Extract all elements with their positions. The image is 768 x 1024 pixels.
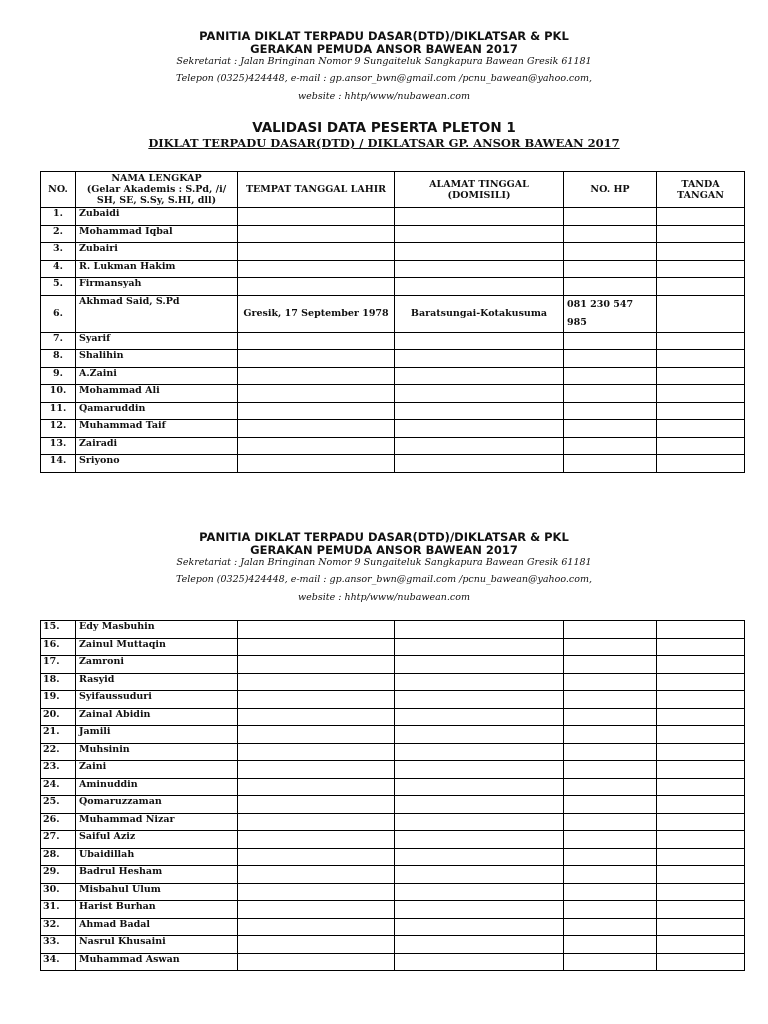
birth-place-date bbox=[238, 831, 395, 849]
birth-place-date bbox=[238, 402, 395, 420]
phone-number bbox=[564, 708, 657, 726]
signature-cell bbox=[657, 367, 745, 385]
home-address bbox=[395, 743, 564, 761]
birth-place-date bbox=[238, 455, 395, 473]
table-row bbox=[41, 243, 745, 261]
birth-place-date bbox=[238, 813, 395, 831]
birth-place-date bbox=[238, 385, 395, 403]
birth-place-date bbox=[238, 621, 395, 639]
signature-cell bbox=[657, 726, 745, 744]
table-row bbox=[41, 673, 745, 691]
participant-name: Mohammad Iqbal bbox=[76, 225, 238, 243]
phone-number bbox=[564, 743, 657, 761]
birth-place-date bbox=[238, 866, 395, 884]
participant-name: Ahmad Badal bbox=[76, 918, 238, 936]
home-address bbox=[395, 621, 564, 639]
col-header-birth: TEMPAT TANGGAL LAHIR bbox=[238, 172, 395, 208]
table-row bbox=[41, 691, 745, 709]
table-row bbox=[41, 208, 745, 226]
row-number: 16. bbox=[41, 638, 76, 656]
participant-name: Muhsinin bbox=[76, 743, 238, 761]
row-number: 1. bbox=[41, 208, 76, 226]
participant-name: Zubaidi bbox=[76, 208, 238, 226]
birth-place-date bbox=[238, 796, 395, 814]
phone-number bbox=[564, 638, 657, 656]
home-address bbox=[395, 796, 564, 814]
participant-name: Rasyid bbox=[76, 673, 238, 691]
home-address bbox=[395, 455, 564, 473]
phone-number bbox=[564, 332, 657, 350]
phone-number: 081 230 547 985 bbox=[564, 295, 657, 332]
birth-place-date bbox=[238, 225, 395, 243]
signature-cell bbox=[657, 243, 745, 261]
birth-place-date bbox=[238, 208, 395, 226]
org-title-line1: PANITIA DIKLAT TERPADU DASAR(DTD)/DIKLATSAR & PKL bbox=[199, 29, 569, 43]
birth-place-date bbox=[238, 332, 395, 350]
signature-cell bbox=[657, 656, 745, 674]
phone-number bbox=[564, 621, 657, 639]
row-number: 26. bbox=[41, 813, 76, 831]
row-number: 20. bbox=[41, 708, 76, 726]
home-address bbox=[395, 691, 564, 709]
row-number: 22. bbox=[41, 743, 76, 761]
row-number: 7. bbox=[41, 332, 76, 350]
table-row bbox=[41, 883, 745, 901]
home-address bbox=[395, 848, 564, 866]
birth-place-date bbox=[238, 638, 395, 656]
table-row bbox=[41, 813, 745, 831]
participant-name: Syifaussuduri bbox=[76, 691, 238, 709]
phone-number bbox=[564, 673, 657, 691]
home-address bbox=[395, 953, 564, 971]
row-number: 23. bbox=[41, 761, 76, 779]
home-address bbox=[395, 778, 564, 796]
participant-name: Sriyono bbox=[76, 455, 238, 473]
birth-place-date bbox=[238, 953, 395, 971]
col-header-phone: NO. HP bbox=[564, 172, 657, 208]
document-subtitle: DIKLAT TERPADU DASAR(DTD) / DIKLATSAR GP. ANSOR BAWEAN 2017 bbox=[148, 136, 620, 150]
participant-name: Harist Burhan bbox=[76, 901, 238, 919]
phone-number bbox=[564, 385, 657, 403]
home-address bbox=[395, 367, 564, 385]
phone-number bbox=[564, 831, 657, 849]
row-number: 4. bbox=[41, 260, 76, 278]
row-number: 9. bbox=[41, 367, 76, 385]
participant-name: Badrul Hesham bbox=[76, 866, 238, 884]
phone-number bbox=[564, 761, 657, 779]
table-row bbox=[41, 726, 745, 744]
org-contact-page2: Telepon (0325)424448, e-mail : gp.ansor_bwn@gmail.com /pcnu_bawean@yahoo.com, bbox=[175, 574, 592, 585]
participant-name: Edy Masbuhin bbox=[76, 621, 238, 639]
home-address bbox=[395, 243, 564, 261]
participant-name: Qamaruddin bbox=[76, 402, 238, 420]
table-row bbox=[41, 402, 745, 420]
signature-cell bbox=[657, 761, 745, 779]
row-number: 8. bbox=[41, 350, 76, 368]
participant-table-page1 bbox=[40, 171, 745, 473]
participant-name: Mohammad Ali bbox=[76, 385, 238, 403]
table-row bbox=[41, 901, 745, 919]
home-address bbox=[395, 350, 564, 368]
signature-cell bbox=[657, 901, 745, 919]
home-address bbox=[395, 278, 564, 296]
home-address bbox=[395, 638, 564, 656]
phone-number bbox=[564, 726, 657, 744]
row-number: 18. bbox=[41, 673, 76, 691]
signature-cell bbox=[657, 866, 745, 884]
birth-place-date bbox=[238, 350, 395, 368]
birth-place-date bbox=[238, 761, 395, 779]
row-number: 19. bbox=[41, 691, 76, 709]
row-number: 34. bbox=[41, 953, 76, 971]
table-row bbox=[41, 866, 745, 884]
birth-place-date: Gresik, 17 September 1978 bbox=[238, 295, 395, 332]
phone-number bbox=[564, 437, 657, 455]
signature-cell bbox=[657, 883, 745, 901]
table-row bbox=[41, 278, 745, 296]
phone-number bbox=[564, 901, 657, 919]
birth-place-date bbox=[238, 708, 395, 726]
home-address: Baratsungai-Kotakusuma bbox=[395, 295, 564, 332]
signature-cell bbox=[657, 402, 745, 420]
home-address bbox=[395, 420, 564, 438]
home-address bbox=[395, 866, 564, 884]
birth-place-date bbox=[238, 883, 395, 901]
signature-cell bbox=[657, 743, 745, 761]
birth-place-date bbox=[238, 901, 395, 919]
table-header-row bbox=[41, 172, 745, 208]
birth-place-date bbox=[238, 691, 395, 709]
birth-place-date bbox=[238, 656, 395, 674]
org-website-page2: website : hhtp/www/nubawean.com bbox=[298, 592, 470, 603]
signature-cell bbox=[657, 332, 745, 350]
table-row bbox=[41, 656, 745, 674]
table-row bbox=[41, 796, 745, 814]
table-row bbox=[41, 295, 745, 332]
phone-number bbox=[564, 260, 657, 278]
row-number: 30. bbox=[41, 883, 76, 901]
phone-number bbox=[564, 420, 657, 438]
birth-place-date bbox=[238, 726, 395, 744]
row-number: 25. bbox=[41, 796, 76, 814]
home-address bbox=[395, 332, 564, 350]
table-row bbox=[41, 367, 745, 385]
phone-number bbox=[564, 367, 657, 385]
table-row bbox=[41, 437, 745, 455]
phone-number bbox=[564, 208, 657, 226]
phone-number bbox=[564, 402, 657, 420]
phone-number bbox=[564, 953, 657, 971]
signature-cell bbox=[657, 437, 745, 455]
col-header-no: NO. bbox=[41, 172, 76, 208]
home-address bbox=[395, 761, 564, 779]
signature-cell bbox=[657, 936, 745, 954]
birth-place-date bbox=[238, 848, 395, 866]
org-address: Sekretariat : Jalan Bringinan Nomor 9 Sungaiteluk Sangkapura Bawean Gresik 61181 bbox=[176, 56, 592, 67]
home-address bbox=[395, 208, 564, 226]
participant-name: Akhmad Said, S.Pd bbox=[76, 295, 238, 332]
participant-name: Aminuddin bbox=[76, 778, 238, 796]
table-row bbox=[41, 385, 745, 403]
org-title-line2: GERAKAN PEMUDA ANSOR BAWEAN 2017 bbox=[250, 42, 518, 56]
home-address bbox=[395, 656, 564, 674]
participant-name: Nasrul Khusaini bbox=[76, 936, 238, 954]
table-row bbox=[41, 953, 745, 971]
col-header-name: NAMA LENGKAP (Gelar Akademis : S.Pd, /i/ SH, SE, S.Sy, S.HI, dll) bbox=[76, 172, 238, 208]
birth-place-date bbox=[238, 260, 395, 278]
home-address bbox=[395, 260, 564, 278]
phone-number bbox=[564, 866, 657, 884]
phone-number bbox=[564, 656, 657, 674]
signature-cell bbox=[657, 691, 745, 709]
phone-number bbox=[564, 848, 657, 866]
signature-cell bbox=[657, 831, 745, 849]
signature-cell bbox=[657, 778, 745, 796]
phone-number bbox=[564, 225, 657, 243]
row-number: 12. bbox=[41, 420, 76, 438]
participant-name: Zainul Muttaqin bbox=[76, 638, 238, 656]
document-title: VALIDASI DATA PESERTA PLETON 1 bbox=[252, 120, 516, 136]
row-number: 32. bbox=[41, 918, 76, 936]
signature-cell bbox=[657, 420, 745, 438]
birth-place-date bbox=[238, 743, 395, 761]
org-address-page2: Sekretariat : Jalan Bringinan Nomor 9 Sungaiteluk Sangkapura Bawean Gresik 61181 bbox=[176, 557, 592, 568]
signature-cell bbox=[657, 796, 745, 814]
row-number: 28. bbox=[41, 848, 76, 866]
table-row bbox=[41, 778, 745, 796]
participant-name: Muhammad Nizar bbox=[76, 813, 238, 831]
home-address bbox=[395, 901, 564, 919]
table-row bbox=[41, 621, 745, 639]
table-row bbox=[41, 332, 745, 350]
participant-table-page2 bbox=[40, 620, 745, 971]
home-address bbox=[395, 883, 564, 901]
birth-place-date bbox=[238, 936, 395, 954]
home-address bbox=[395, 673, 564, 691]
row-number: 6. bbox=[41, 295, 76, 332]
participant-name: Zamroni bbox=[76, 656, 238, 674]
signature-cell bbox=[657, 813, 745, 831]
signature-cell bbox=[657, 225, 745, 243]
signature-cell bbox=[657, 918, 745, 936]
signature-cell bbox=[657, 455, 745, 473]
phone-number bbox=[564, 778, 657, 796]
home-address bbox=[395, 385, 564, 403]
signature-cell bbox=[657, 278, 745, 296]
row-number: 11. bbox=[41, 402, 76, 420]
participant-name: Zainal Abidin bbox=[76, 708, 238, 726]
signature-cell bbox=[657, 673, 745, 691]
phone-number bbox=[564, 883, 657, 901]
phone-number bbox=[564, 350, 657, 368]
row-number: 14. bbox=[41, 455, 76, 473]
table-row bbox=[41, 743, 745, 761]
participant-name: Zaini bbox=[76, 761, 238, 779]
row-number: 15. bbox=[41, 621, 76, 639]
phone-number bbox=[564, 796, 657, 814]
signature-cell bbox=[657, 621, 745, 639]
row-number: 10. bbox=[41, 385, 76, 403]
signature-cell bbox=[657, 385, 745, 403]
home-address bbox=[395, 813, 564, 831]
participant-name: Shalihin bbox=[76, 350, 238, 368]
row-number: 3. bbox=[41, 243, 76, 261]
table-row bbox=[41, 848, 745, 866]
row-number: 13. bbox=[41, 437, 76, 455]
table-row bbox=[41, 420, 745, 438]
row-number: 24. bbox=[41, 778, 76, 796]
birth-place-date bbox=[238, 437, 395, 455]
home-address bbox=[395, 437, 564, 455]
participant-name: Firmansyah bbox=[76, 278, 238, 296]
home-address bbox=[395, 831, 564, 849]
org-title-line1-page2: PANITIA DIKLAT TERPADU DASAR(DTD)/DIKLATSAR & PKL bbox=[199, 530, 569, 544]
birth-place-date bbox=[238, 243, 395, 261]
signature-cell bbox=[657, 295, 745, 332]
row-number: 17. bbox=[41, 656, 76, 674]
participant-name: Zubairi bbox=[76, 243, 238, 261]
participant-name: Ubaidillah bbox=[76, 848, 238, 866]
row-number: 29. bbox=[41, 866, 76, 884]
signature-cell bbox=[657, 708, 745, 726]
home-address bbox=[395, 936, 564, 954]
row-number: 2. bbox=[41, 225, 76, 243]
table-row bbox=[41, 638, 745, 656]
home-address bbox=[395, 402, 564, 420]
signature-cell bbox=[657, 848, 745, 866]
home-address bbox=[395, 225, 564, 243]
home-address bbox=[395, 918, 564, 936]
participant-name: Zairadi bbox=[76, 437, 238, 455]
signature-cell bbox=[657, 953, 745, 971]
participant-name: Syarif bbox=[76, 332, 238, 350]
participant-name: Misbahul Ulum bbox=[76, 883, 238, 901]
table-row bbox=[41, 761, 745, 779]
participant-name: Qomaruzzaman bbox=[76, 796, 238, 814]
phone-number bbox=[564, 243, 657, 261]
participant-name: Muhammad Aswan bbox=[76, 953, 238, 971]
phone-number bbox=[564, 918, 657, 936]
row-number: 27. bbox=[41, 831, 76, 849]
phone-number bbox=[564, 455, 657, 473]
participant-name: Saiful Aziz bbox=[76, 831, 238, 849]
org-website: website : hhtp/www/nubawean.com bbox=[298, 91, 470, 102]
birth-place-date bbox=[238, 420, 395, 438]
phone-number bbox=[564, 936, 657, 954]
birth-place-date bbox=[238, 367, 395, 385]
home-address bbox=[395, 726, 564, 744]
org-contact: Telepon (0325)424448, e-mail : gp.ansor_bwn@gmail.com /pcnu_bawean@yahoo.com, bbox=[175, 73, 592, 84]
table-row bbox=[41, 260, 745, 278]
home-address bbox=[395, 708, 564, 726]
col-header-address: ALAMAT TINGGAL (DOMISILI) bbox=[395, 172, 564, 208]
table-row bbox=[41, 831, 745, 849]
birth-place-date bbox=[238, 918, 395, 936]
participant-name: R. Lukman Hakim bbox=[76, 260, 238, 278]
table-row bbox=[41, 708, 745, 726]
birth-place-date bbox=[238, 778, 395, 796]
table-row bbox=[41, 225, 745, 243]
table-row bbox=[41, 350, 745, 368]
phone-number bbox=[564, 278, 657, 296]
table-row bbox=[41, 918, 745, 936]
phone-number bbox=[564, 813, 657, 831]
participant-name: Jamili bbox=[76, 726, 238, 744]
participant-name: A.Zaini bbox=[76, 367, 238, 385]
row-number: 33. bbox=[41, 936, 76, 954]
table-row bbox=[41, 936, 745, 954]
table-row bbox=[41, 455, 745, 473]
row-number: 21. bbox=[41, 726, 76, 744]
signature-cell bbox=[657, 208, 745, 226]
signature-cell bbox=[657, 350, 745, 368]
row-number: 31. bbox=[41, 901, 76, 919]
phone-number bbox=[564, 691, 657, 709]
org-title-line2-page2: GERAKAN PEMUDA ANSOR BAWEAN 2017 bbox=[250, 543, 518, 557]
signature-cell bbox=[657, 260, 745, 278]
participant-name: Muhammad Taif bbox=[76, 420, 238, 438]
birth-place-date bbox=[238, 673, 395, 691]
signature-cell bbox=[657, 638, 745, 656]
birth-place-date bbox=[238, 278, 395, 296]
col-header-signature: TANDA TANGAN bbox=[657, 172, 745, 208]
row-number: 5. bbox=[41, 278, 76, 296]
